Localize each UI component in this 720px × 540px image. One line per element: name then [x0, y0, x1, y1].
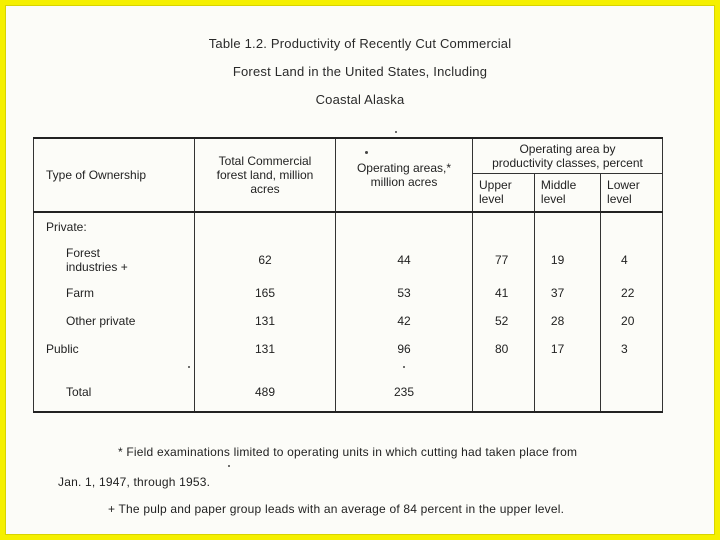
cell-upper: 77: [473, 241, 535, 279]
cell-middle: 19: [534, 241, 600, 279]
header-upper-line-1: Upper: [479, 178, 512, 193]
group-label-private: Private:: [34, 212, 195, 241]
table-title-line-1: Table 1.2. Productivity of Recently Cut Commercial: [208, 36, 512, 51]
cell-upper: 52: [473, 307, 535, 335]
table-row: [34, 307, 663, 335]
row-label-line-1: Forest: [66, 246, 101, 260]
scan-speck: [395, 131, 397, 133]
cell-total-land: 131: [195, 307, 336, 335]
cell-middle: 37: [534, 279, 600, 307]
scan-speck: [188, 366, 190, 368]
cell-middle: 28: [534, 307, 600, 335]
row-label-line-2: industries +: [66, 260, 128, 274]
cell-lower: 20: [601, 307, 663, 335]
scan-speck: [365, 151, 368, 154]
cell-lower: 22: [601, 279, 663, 307]
cell-operating: 44: [336, 241, 473, 279]
header-lower-level: [601, 173, 663, 212]
row-label: Other private: [34, 307, 195, 335]
cell-total-land: 489: [195, 373, 336, 412]
row-label: Public: [34, 335, 195, 363]
total-label: Total: [34, 373, 195, 412]
cell-middle: 17: [534, 335, 600, 363]
productivity-table: [33, 137, 663, 413]
table-row: [34, 241, 663, 279]
cell-total-land: 165: [195, 279, 336, 307]
scan-speck: [403, 366, 405, 368]
header-ownership: Type of Ownership: [34, 138, 195, 212]
row-label: [34, 241, 195, 279]
total-row: [34, 373, 663, 412]
table-title-line-3: Coastal Alaska: [315, 92, 405, 107]
header-productivity-line-2: productivity classes, percent: [492, 155, 643, 170]
cell-operating: 96: [336, 335, 473, 363]
header-upper-line-2: level: [479, 192, 504, 207]
header-total-land-line-1: Total Commercial: [218, 154, 312, 168]
header-operating-line-1: Operating areas,*: [356, 161, 452, 175]
header-total-land-line-3: acres: [250, 182, 280, 196]
cell-lower: 3: [601, 335, 663, 363]
header-productivity-line-1: Operating area by: [519, 141, 616, 156]
cell-operating: 42: [336, 307, 473, 335]
header-total-land-line-2: forest land, million: [216, 168, 314, 182]
header-lower-line-2: level: [607, 192, 632, 207]
table-row: [34, 279, 663, 307]
footnote-asterisk: * Field examinations limited to operating units in which cutting had taken place from: [118, 445, 578, 459]
cell-upper: 80: [473, 335, 535, 363]
cell-operating: 235: [336, 373, 473, 412]
cell-total-land: 62: [195, 241, 336, 279]
header-total-land: [195, 138, 336, 212]
footnote-asterisk-continued: Jan. 1, 1947, through 1953.: [58, 475, 211, 489]
header-middle-line-2: level: [540, 192, 566, 207]
header-productivity-classes: [473, 138, 663, 173]
table-row: [34, 335, 663, 363]
header-operating-line-2: million acres: [370, 175, 438, 189]
table-row: [34, 212, 663, 241]
header-upper-level: [473, 173, 535, 212]
table-title-line-2: Forest Land in the United States, Including: [232, 64, 488, 79]
scan-speck: [228, 465, 230, 467]
cell-upper: 41: [473, 279, 535, 307]
header-lower-line-1: Lower: [607, 178, 640, 193]
cell-lower: 4: [601, 241, 663, 279]
header-operating-areas: [336, 138, 473, 212]
header-middle-level: [534, 173, 600, 212]
header-middle-line-1: Middle: [540, 178, 577, 193]
row-label: Farm: [34, 279, 195, 307]
cell-total-land: 131: [195, 335, 336, 363]
footnote-plus: + The pulp and paper group leads with an average of 84 percent in the upper level.: [108, 502, 565, 516]
cell-operating: 53: [336, 279, 473, 307]
